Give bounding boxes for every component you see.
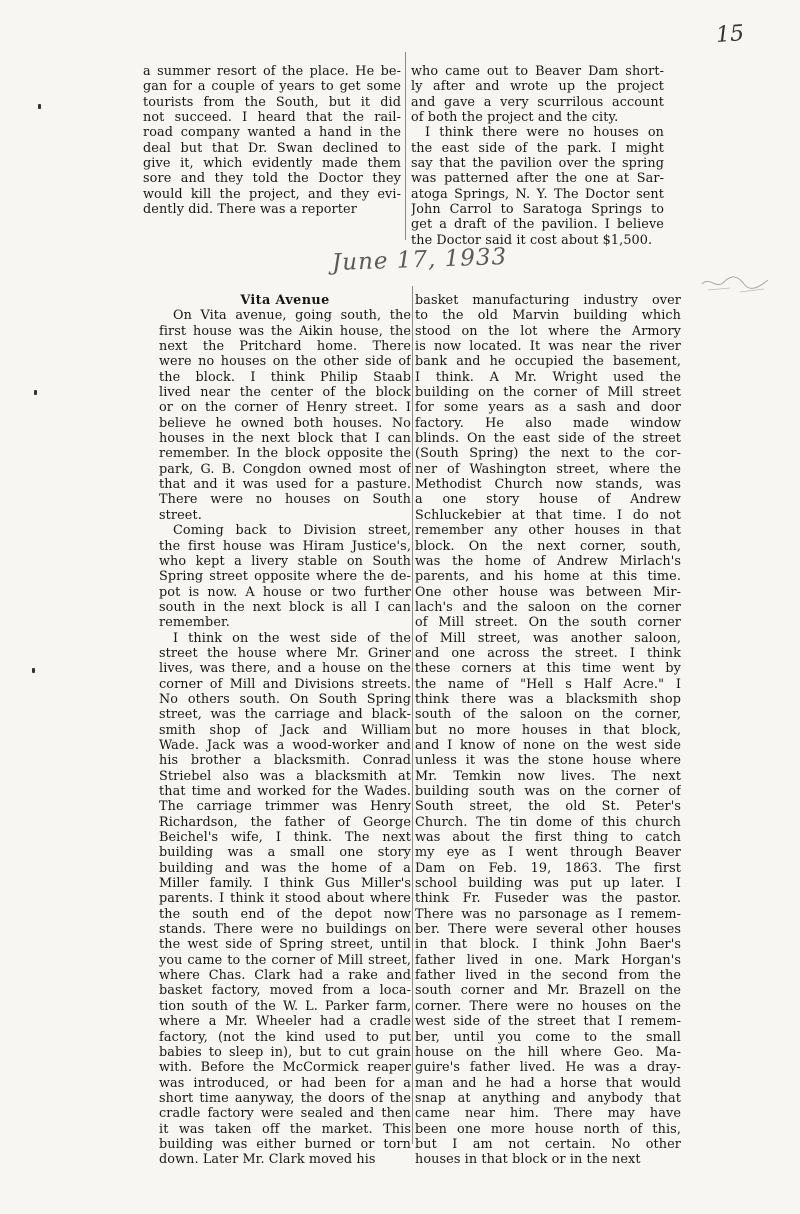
text-line: Spring street opposite where the de-	[159, 569, 411, 585]
text-line: his brother a blacksmith. Conrad	[159, 753, 411, 769]
text-line: first house was the Aikin house, the	[159, 323, 411, 339]
text-line: Miller family. I think Gus Miller's	[159, 876, 411, 892]
bottom-left-column	[159, 293, 411, 1168]
text-line: west side of the street that I remem-	[415, 1014, 681, 1030]
text-line: or on the corner of Henry street. I	[159, 400, 411, 416]
text-line: ner of Washington street, where the	[415, 461, 681, 477]
text-line: the Doctor said it cost about $1,500.	[411, 232, 653, 248]
top-right-column	[411, 64, 664, 248]
text-line: Beichel's wife, I think. The next	[159, 830, 411, 846]
text-line: man and he had a horse that would	[415, 1075, 681, 1091]
text-line: building on the corner of Mill street	[415, 385, 681, 401]
section-heading: Vita Avenue	[240, 293, 330, 308]
text-line: down. Later Mr. Clark moved his	[159, 1152, 376, 1168]
text-line: houses in that block or in the next	[415, 1152, 641, 1168]
text-line: the west side of Spring street, until	[159, 937, 411, 953]
text-line: I think. A Mr. Wright used the	[415, 369, 681, 385]
text-line: building south was on the corner of	[415, 784, 681, 799]
text-line: where a Mr. Wheeler had a cradle	[159, 1014, 411, 1030]
text-line: Richardson, the father of George	[159, 814, 411, 830]
text-line: and one across the street. I think	[415, 645, 681, 661]
text-line: sore and they told the Doctor they	[143, 171, 401, 187]
text-line: Striebel also was a blacksmith at	[159, 768, 411, 784]
text-line: a summer resort of the place. He be-	[143, 64, 401, 79]
text-line: for some years as a sash and door	[415, 400, 681, 416]
text-line: John Carrol to Saratoga Springs to	[411, 202, 664, 218]
text-line: not succeed. I heard that the rail-	[143, 110, 401, 126]
text-line: Church. The tin dome of this church	[415, 814, 681, 830]
text-line: lach's and the saloon on the corner	[415, 599, 681, 615]
text-line: I think on the west side of the	[173, 630, 411, 646]
text-line: is now located. It was near the river	[415, 339, 681, 355]
text-line: the name of "Hell s Half Acre." I	[415, 676, 681, 692]
text-line: babies to sleep in), but to cut grain	[159, 1044, 411, 1060]
text-line: was patterned after the one at Sar-	[411, 171, 664, 187]
text-line: was introduced, or had been for a	[159, 1075, 411, 1091]
text-line: were no houses on the other side of	[159, 354, 411, 370]
text-line: houses in the next block that I can	[159, 431, 411, 447]
text-line: lived near the center of the block	[159, 385, 411, 401]
text-line: father lived in the second from the	[415, 968, 681, 984]
text-line: unless it was the stone house where	[415, 753, 681, 769]
text-line: Dam on Feb. 19, 1863. The first	[415, 860, 681, 876]
text-line: these corners at this time went by	[415, 661, 681, 677]
text-line: next the Pritchard home. There	[159, 339, 411, 355]
text-line: Coming back to Division street,	[173, 523, 411, 539]
text-line: basket manufacturing industry over	[415, 293, 681, 308]
handwritten-date: June 17, 1933	[331, 243, 508, 277]
text-line: ber. There were several other houses	[415, 922, 681, 938]
text-line: and gave a very scurrilous account	[411, 94, 664, 110]
text-line: school building was put up later. I	[415, 876, 681, 892]
text-line: corner of Mill and Divisions streets.	[159, 676, 411, 692]
text-line: gan for a couple of years to get some	[143, 79, 401, 95]
text-line: block. On the next corner, south,	[415, 538, 681, 554]
text-line: remember any other houses in that	[415, 523, 681, 539]
text-line: dently did. There was a reporter	[143, 202, 357, 218]
text-line: park, G. B. Congdon owned most of	[159, 461, 411, 477]
text-line: street.	[159, 507, 202, 523]
text-line: who kept a livery stable on South	[159, 553, 411, 569]
column-divider-bottom	[412, 286, 413, 1144]
text-line: ber, until you come to the small	[415, 1029, 681, 1045]
text-line: but I am not certain. No other	[415, 1136, 681, 1152]
text-line: building was a small one story	[159, 845, 411, 861]
text-line: the first house was Hiram Justice's,	[159, 538, 411, 554]
text-line: south of the saloon on the corner,	[415, 707, 681, 723]
text-line: that and it was used for a pasture.	[159, 477, 411, 493]
text-line: give it, which evidently made them	[143, 156, 401, 172]
text-line: remember. In the block opposite the	[159, 446, 411, 462]
text-line: lives, was there, and a house on the	[159, 661, 411, 677]
text-line: cradle factory were sealed and then	[159, 1106, 411, 1122]
text-line: (South Spring) the next to the cor-	[415, 446, 681, 462]
text-line: believe he owned both houses. No	[159, 415, 411, 431]
top-left-column	[143, 64, 401, 217]
text-line: think Fr. Fuseder was the pastor.	[415, 891, 681, 907]
text-line: Methodist Church now stands, was	[415, 477, 681, 493]
margin-mark	[32, 668, 35, 673]
text-line: was about the first thing to catch	[415, 830, 681, 846]
text-line: south corner and Mr. Brazell on the	[415, 983, 681, 999]
text-line: house on the hill where Geo. Ma-	[415, 1044, 681, 1060]
text-line: remember.	[159, 615, 230, 631]
text-line: The carriage trimmer was Henry	[159, 799, 411, 815]
text-line: was the home of Andrew Mirlach's	[415, 553, 681, 569]
text-line: South street, the old St. Peter's	[415, 799, 681, 815]
bottom-left-body	[159, 308, 411, 1167]
text-line: basket factory, moved from a loca-	[159, 983, 411, 999]
text-line: the south end of the depot now	[159, 906, 411, 922]
text-line: building and was the home of a	[159, 860, 411, 876]
text-line: corner. There were no houses on the	[415, 998, 681, 1014]
text-line: came near him. There may have	[415, 1106, 681, 1122]
text-line: building was either burned or torn	[159, 1136, 411, 1152]
text-line: and I know of none on the west side	[415, 737, 681, 753]
text-line: snap at anything and anybody that	[415, 1090, 681, 1106]
text-line: a one story house of Andrew	[415, 492, 681, 508]
text-line: factory. He also made window	[415, 415, 681, 431]
text-line: say that the pavilion over the spring	[411, 156, 664, 172]
text-line: Wade. Jack was a wood-worker and	[159, 737, 411, 753]
text-line: There was no parsonage as I remem-	[415, 906, 681, 922]
text-line: On Vita avenue, going south, the	[173, 308, 411, 324]
text-line: think there was a blacksmith shop	[415, 691, 681, 707]
text-line: street the house where Mr. Griner	[159, 645, 411, 661]
text-line: One other house was between Mir-	[415, 584, 681, 600]
text-line: where Chas. Clark had a rake and	[159, 968, 411, 984]
text-line: the east side of the park. I might	[411, 140, 664, 156]
text-line: deal but that Dr. Swan declined to	[143, 140, 401, 156]
text-line: street, was the carriage and black-	[159, 707, 411, 723]
text-line: There were no houses on South	[159, 492, 411, 508]
page-number: 15	[715, 21, 745, 48]
text-line: of Mill street. On the south corner	[415, 615, 681, 631]
pencil-scribble-mark	[700, 270, 770, 296]
text-line: guire's father lived. He was a dray-	[415, 1060, 681, 1076]
text-line: smith shop of Jack and William	[159, 722, 411, 738]
text-line: No others south. On South Spring	[159, 691, 411, 707]
text-line: in that block. I think John Baer's	[415, 937, 681, 953]
text-line: blinds. On the east side of the street	[415, 431, 681, 447]
text-line: atoga Springs, N. Y. The Doctor sent	[411, 186, 664, 202]
text-line: it was taken off the market. This	[159, 1121, 411, 1137]
text-line: that time and worked for the Wades.	[159, 784, 411, 799]
text-line: ly after and wrote up the project	[411, 79, 664, 95]
column-divider-top	[405, 52, 406, 240]
text-line: parents, and his home at this time.	[415, 569, 681, 585]
text-line: stands. There were no buildings on	[159, 922, 411, 938]
text-line: the block. I think Philip Staab	[159, 369, 411, 385]
text-line: get a draft of the pavilion. I believe	[411, 217, 664, 233]
bottom-right-column	[415, 293, 681, 1168]
text-line: of Mill street, was another saloon,	[415, 630, 681, 646]
text-line: short time aanyway, the doors of the	[159, 1090, 411, 1106]
text-line: but no more houses in that block,	[415, 722, 681, 738]
text-line: I think there were no houses on	[425, 125, 664, 141]
text-line: who came out to Beaver Dam short-	[411, 64, 664, 79]
text-line: pot is now. A house or two further	[159, 584, 411, 600]
text-line: you came to the corner of Mill street,	[159, 952, 411, 968]
text-line: stood on the lot where the Armory	[415, 323, 681, 339]
text-line: south in the next block is all I can	[159, 599, 411, 615]
text-line: tourists from the South, but it did	[143, 94, 401, 110]
margin-mark	[38, 104, 41, 109]
text-line: Mr. Temkin now lives. The next	[415, 768, 681, 784]
text-line: factory, (not the kind used to put	[159, 1029, 411, 1045]
text-line: with. Before the McCormick reaper	[159, 1060, 411, 1076]
text-line: been one more house north of this,	[415, 1121, 681, 1137]
margin-mark	[34, 390, 37, 395]
text-line: my eye as I went through Beaver	[415, 845, 681, 861]
text-line: of both the project and the city.	[411, 110, 619, 126]
text-line: road company wanted a hand in the	[143, 125, 401, 141]
text-line: father lived in one. Mark Horgan's	[415, 952, 681, 968]
text-line: to the old Marvin building which	[415, 308, 681, 324]
text-line: Schluckebier at that time. I do not	[415, 507, 681, 523]
text-line: bank and he occupied the basement,	[415, 354, 681, 370]
text-line: tion south of the W. L. Parker farm,	[159, 998, 411, 1014]
text-line: would kill the project, and they evi-	[143, 186, 401, 202]
text-line: parents. I think it stood about where	[159, 891, 411, 907]
